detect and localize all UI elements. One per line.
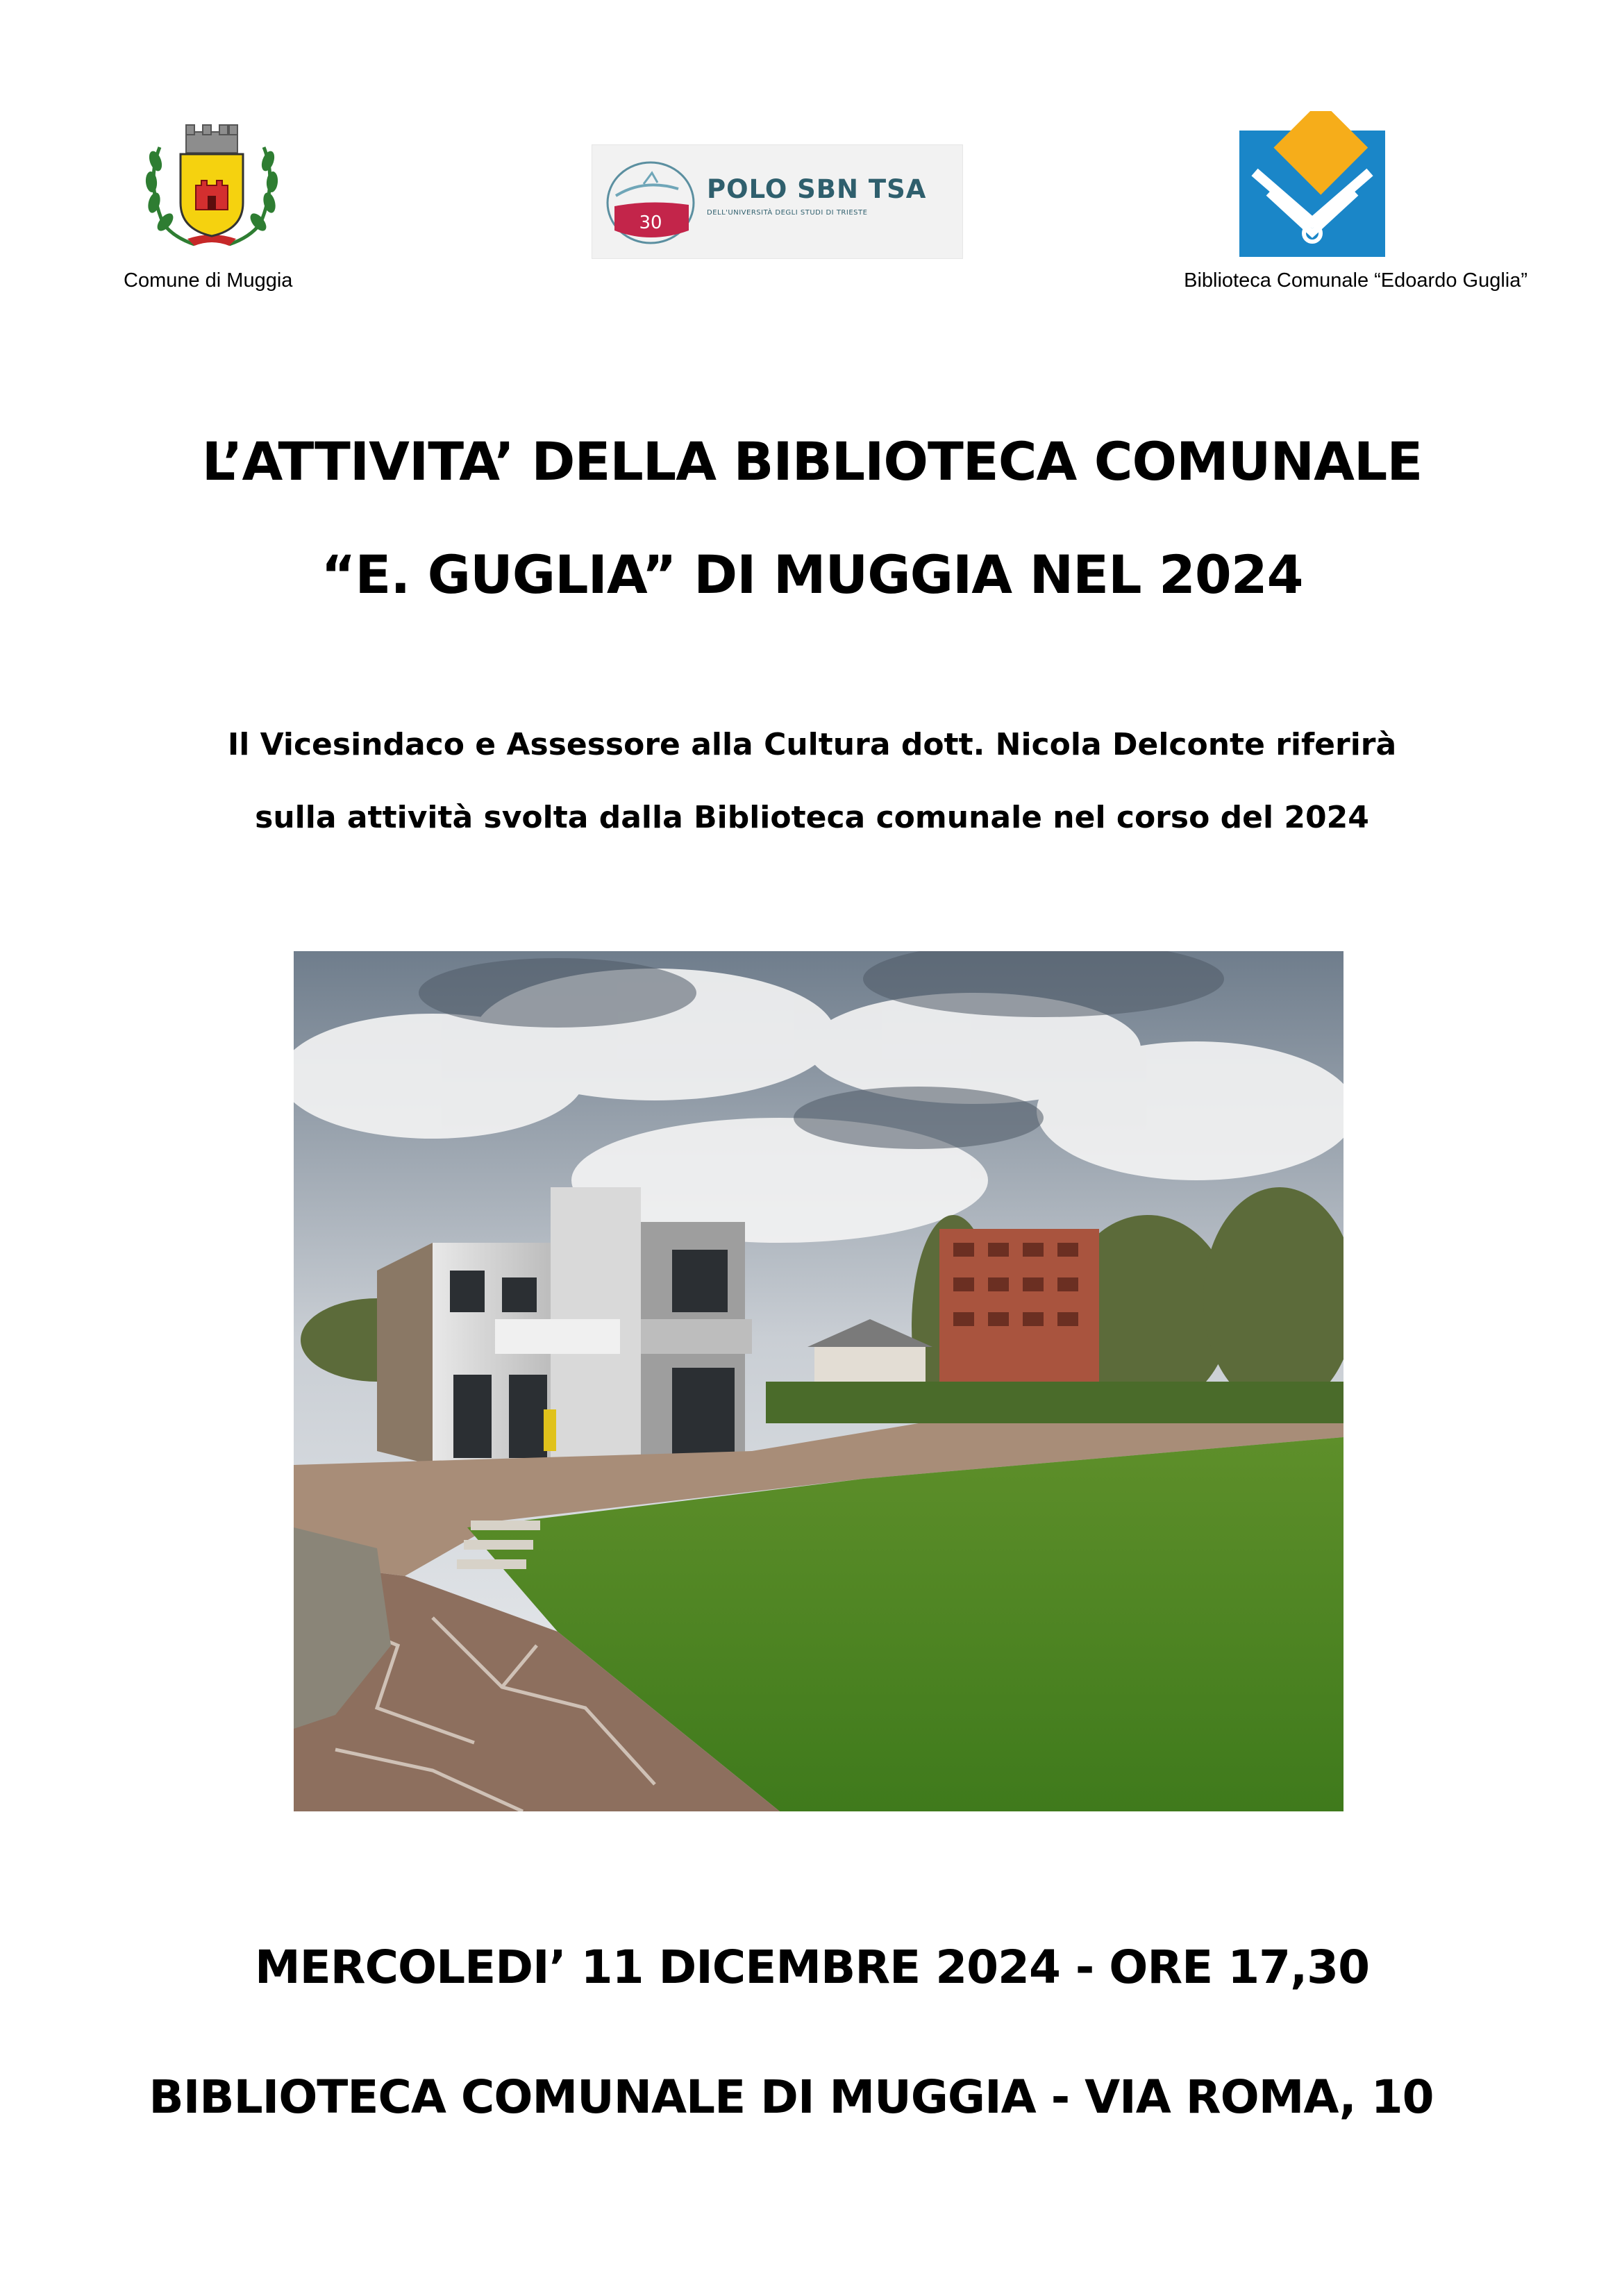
polo-logo-title: POLO SBN TSA <box>707 174 927 204</box>
page-title-line-2: “E. GUGLIA” DI MUGGIA NEL 2024 <box>321 544 1303 605</box>
event-date: MERCOLEDI’ 11 DICEMBRE 2024 - ORE 17,30 <box>254 1941 1369 1994</box>
event-place: BIBLIOTECA COMUNALE DI MUGGIA - VIA ROMA, 10 <box>149 2070 1434 2124</box>
biblioteca-guglia-logo <box>1239 111 1385 257</box>
polo-sbn-logo <box>592 144 963 259</box>
subtitle-line-2: sulla attività svolta dalla Biblioteca comunale nel corso del 2024 <box>255 800 1369 835</box>
biblioteca-caption: Biblioteca Comunale “Edoardo Guglia” <box>1184 269 1527 292</box>
polo-badge-number: 30 <box>639 212 662 233</box>
comune-muggia-coat-of-arms <box>132 119 292 251</box>
subtitle-line-1: Il Vicesindaco e Assessore alla Cultura dott. Nicola Delconte riferirà <box>227 727 1397 762</box>
polo-logo-subtitle: DELL'UNIVERSITÀ DEGLI STUDI DI TRIESTE <box>707 209 868 217</box>
comune-caption: Comune di Muggia <box>124 269 293 292</box>
library-building-photo <box>294 951 1343 1811</box>
polo-emblem-icon <box>602 158 699 248</box>
page-title-line-1: L’ATTIVITA’ DELLA BIBLIOTECA COMUNALE <box>201 430 1423 492</box>
